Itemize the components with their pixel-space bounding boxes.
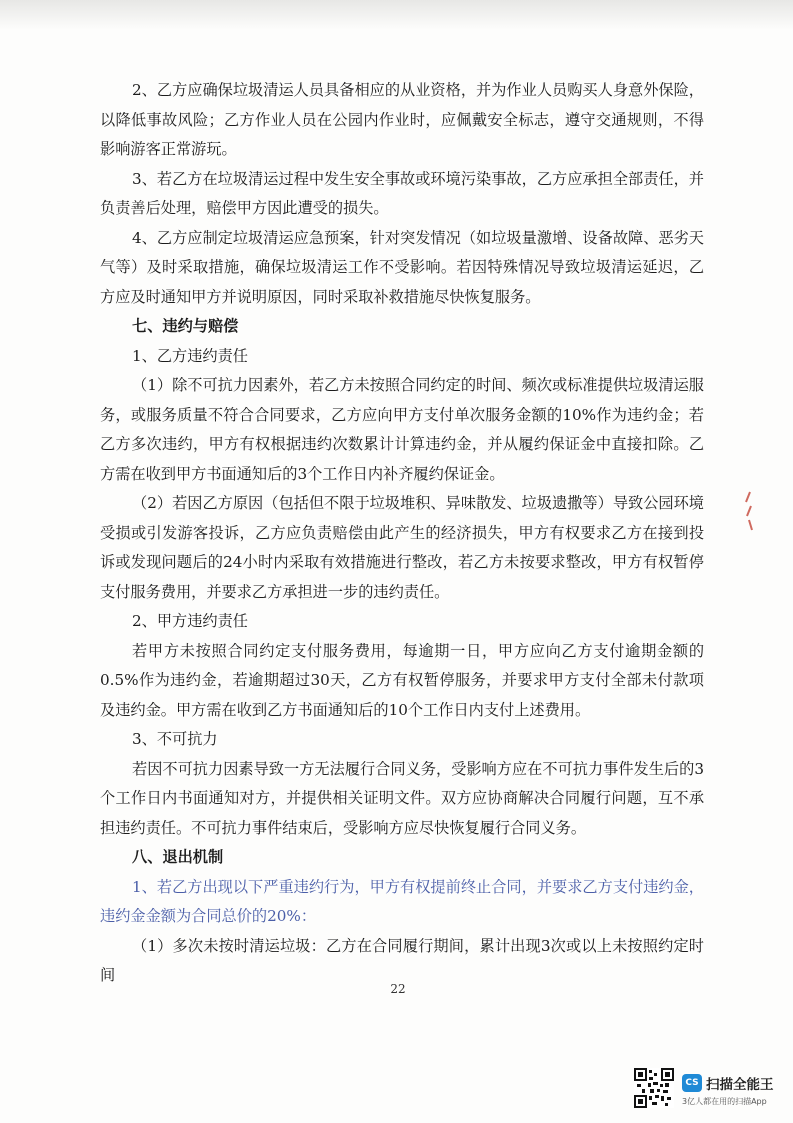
document-body [100, 76, 704, 991]
section-heading: 七、违约与赔偿 [132, 317, 239, 335]
watermark-tagline: 3亿人都在用的扫描App [682, 1097, 767, 1106]
subsection-heading: 2、甲方违约责任 [132, 612, 248, 630]
seal-edge-mark [744, 490, 754, 534]
qr-code-icon [634, 1068, 674, 1108]
scan-top-shadow [0, 0, 793, 30]
subsection-heading: 3、不可抗力 [132, 730, 218, 748]
scanner-watermark [634, 1068, 784, 1110]
paragraph: 3、若乙方在垃圾清运过程中发生安全事故或环境污染事故，乙方应承担全部责任，并负责善后处理，赔偿甲方因此遭受的损失。 [100, 169, 704, 217]
paragraph: 2、乙方应确保垃圾清运人员具备相应的从业资格，并为作业人员购买人身意外保险，以降低事故风险；乙方作业人员在公园内作业时，应佩戴安全标志，遵守交通规则，不得影响游客正常游玩。 [100, 81, 704, 158]
paragraph: 若因不可抗力因素导致一方无法履行合同义务，受影响方应在不可抗力事件发生后的3个工作日内书面通知对方，并提供相关证明文件。双方应协商解决合同履行问题，互不承担违约责任。不可抗力事件结束后，受影响方应尽快恢复履行合同义务。 [100, 759, 704, 837]
paragraph: （2）若因乙方原因（包括但不限于垃圾堆积、异味散发、垃圾遗撒等）导致公园环境受损或引发游客投诉，乙方应负责赔偿由此产生的经济损失，甲方有权要求乙方在接到投诉或发现问题后的24小时内采取有效措施进行整改，若乙方未按要求整改，甲方有权暂停支付服务费用，并要求乙方承担进一步的违约责任。 [100, 494, 704, 601]
page-number: 22 [390, 982, 406, 996]
paragraph: （1）多次未按时清运垃圾：乙方在合同履行期间，累计出现3次或以上未按照约定时间 [100, 936, 704, 984]
paragraph: （1）除不可抗力因素外，若乙方未按照合同约定的时间、频次或标准提供垃圾清运服务，或服务质量不符合合同要求，乙方应向甲方支付单次服务金额的10%作为违约金；若乙方多次违约，甲方有权根据违约次数累计计算违约金，并从履约保证金中直接扣除。乙方需在收到甲方书面通知后的3个工作日内补齐履约保证金。 [100, 376, 704, 483]
subsection-heading: 1、乙方违约责任 [132, 346, 248, 365]
highlighted-paragraph: 1、若乙方出现以下严重违约行为，甲方有权提前终止合同，并要求乙方支付违约金，违约金金额为合同总价的20%： [100, 877, 704, 925]
section-heading: 八、退出机制 [132, 848, 224, 866]
watermark-app-name: 扫描全能王 [706, 1077, 774, 1093]
paragraph: 4、乙方应制定垃圾清运应急预案，针对突发情况（如垃圾量激增、设备故障、恶劣天气等）及时采取措施，确保垃圾清运工作不受影响。若因特殊情况导致垃圾清运延迟，乙方应及时通知甲方并说明原因，同时采取补救措施尽快恢复服务。 [100, 228, 704, 306]
paragraph: 若甲方未按照合同约定支付服务费用，每逾期一日，甲方应向乙方支付逾期金额的0.5%作为违约金，若逾期超过30天，乙方有权暂停服务，并要求甲方支付全部未付款项及违约金。甲方需在收到乙方书面通知后的10个工作日内支付上述费用。 [100, 641, 704, 719]
camscanner-logo-icon: CS [682, 1074, 702, 1092]
